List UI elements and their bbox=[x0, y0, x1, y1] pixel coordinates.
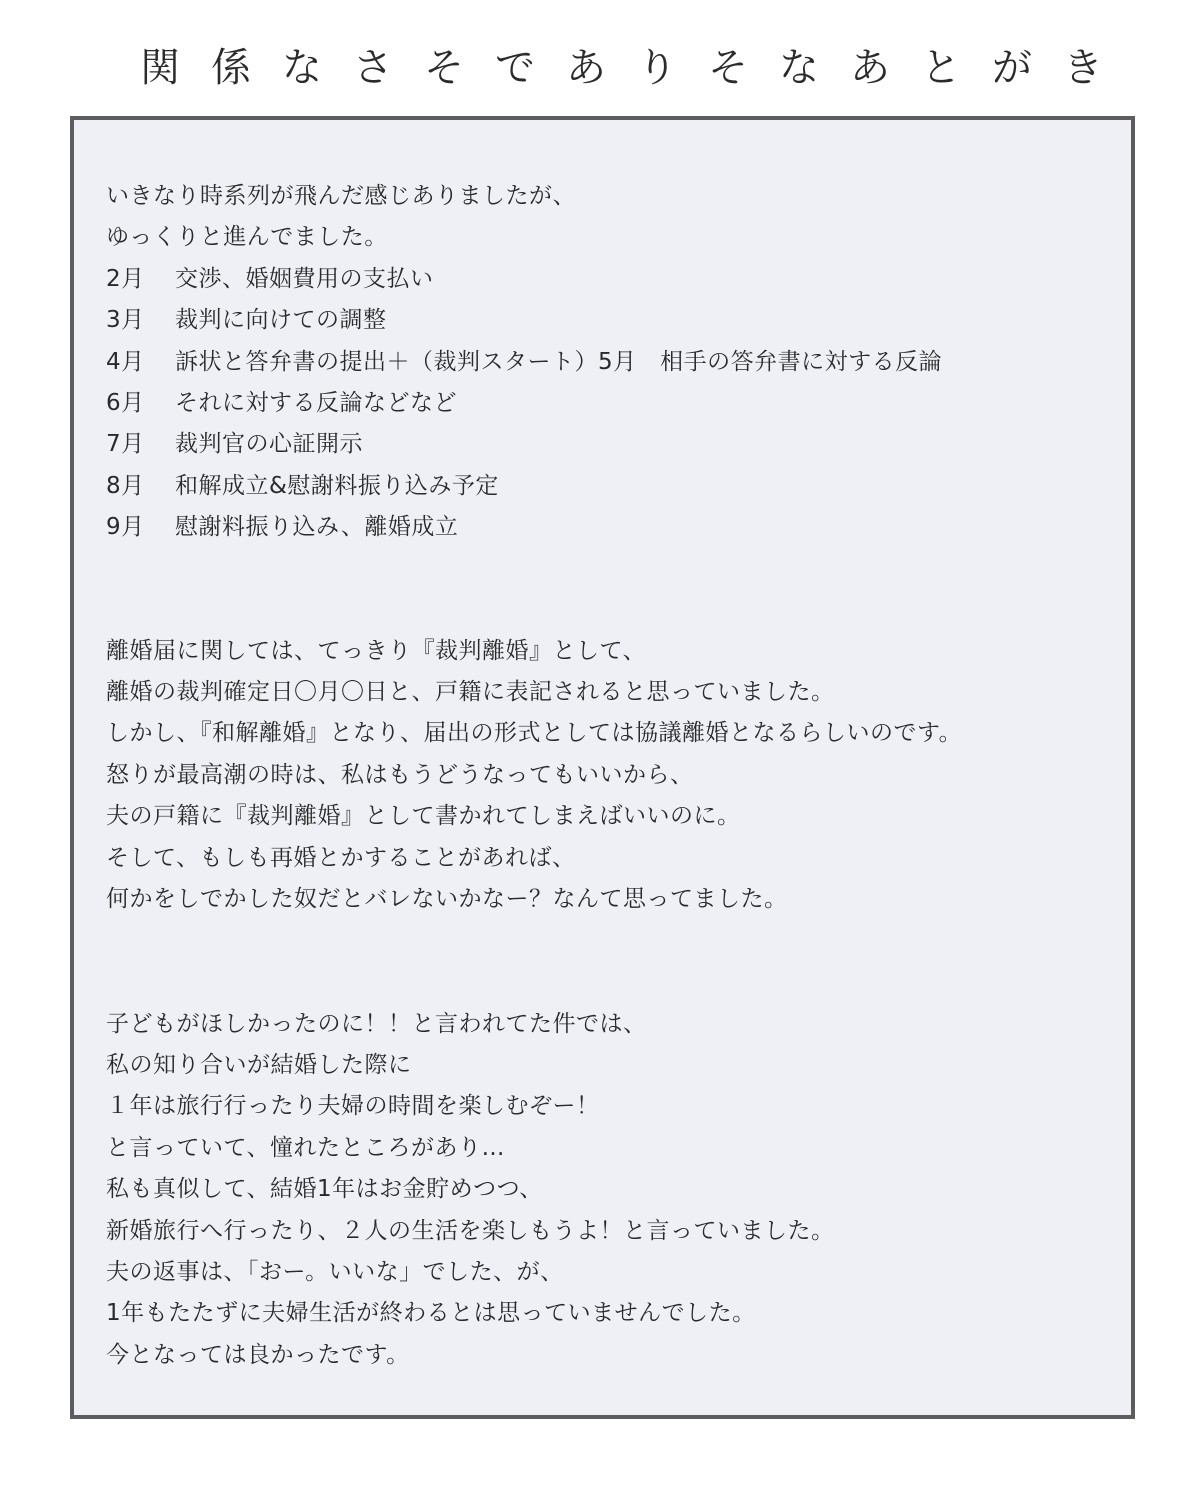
timeline-row bbox=[106, 259, 1111, 300]
timeline-month: 9月 bbox=[106, 514, 145, 541]
timeline-row bbox=[106, 466, 1111, 507]
timeline-row bbox=[106, 300, 1111, 341]
children-paragraph bbox=[106, 1004, 1111, 1377]
paragraph-line: 怒りが最高潮の時は、私はもうどうなってもいいから、 bbox=[106, 761, 694, 788]
page-title: 関係なさそでありそなあとがき bbox=[140, 45, 1134, 91]
timeline-section bbox=[106, 176, 1111, 549]
timeline-row bbox=[106, 424, 1111, 465]
timeline-event: 和解成立&慰謝料振り込み予定 bbox=[175, 472, 499, 499]
intro-line: いきなり時系列が飛んだ感じありましたが、 bbox=[106, 183, 576, 209]
paragraph-line: と言っていて、憧れたところがあり… bbox=[106, 1134, 506, 1161]
paragraph-line: 今となっては良かったです。 bbox=[106, 1341, 410, 1368]
paragraph-line: 子どもがほしかったのに！！と言われてた件では、 bbox=[106, 1010, 647, 1037]
registry-paragraph bbox=[106, 631, 1111, 921]
timeline-month: 4月 bbox=[106, 348, 145, 375]
paragraph-line: 私の知り合いが結婚した際に bbox=[106, 1051, 412, 1078]
paragraph-line: 夫の戸籍に『裁判離婚』として書かれてしまえばいいのに。 bbox=[106, 803, 741, 830]
timeline-event: 裁判に向けての調整 bbox=[175, 307, 387, 334]
paragraph-line: そして、もしも再婚とかすることがあれば、 bbox=[106, 844, 576, 871]
paragraph-line: 新婚旅行へ行ったり、２人の生活を楽しもうよ！と言っていました。 bbox=[106, 1217, 835, 1244]
paragraph-line: 私も真似して、結婚1年はお金貯めつつ、 bbox=[106, 1176, 543, 1203]
paragraph-line: しかし、『和解離婚』となり、届出の形式としては協議離婚となるらしいのです。 bbox=[106, 720, 963, 747]
note-body bbox=[106, 176, 1111, 1376]
timeline-event: 訴状と答弁書の提出＋（裁判スタート）5月 相手の答弁書に対する反論 bbox=[175, 348, 943, 375]
paragraph-line: 夫の返事は、「おー。いいな」でした、が、 bbox=[106, 1258, 564, 1285]
timeline-event: 裁判官の心証開示 bbox=[175, 431, 363, 458]
paragraph-line: 離婚届に関しては、てっきり『裁判離婚』として、 bbox=[106, 637, 647, 664]
timeline-month: 2月 bbox=[106, 265, 145, 292]
timeline-row bbox=[106, 507, 1111, 548]
timeline-event: 慰謝料振り込み、離婚成立 bbox=[175, 514, 459, 541]
timeline-month: 6月 bbox=[106, 390, 145, 417]
intro-line: ゆっくりと進んでました。 bbox=[106, 224, 388, 251]
timeline-month: 3月 bbox=[106, 307, 145, 334]
timeline-month: 8月 bbox=[106, 472, 145, 499]
timeline-event: 交渉、婚姻費用の支払い bbox=[175, 265, 434, 292]
paragraph-line: 離婚の裁判確定日〇月〇日と、戸籍に表記されると思っていました。 bbox=[106, 679, 835, 706]
paragraph-line: 何かをしでかした奴だとバレないかなー？なんて思ってました。 bbox=[106, 886, 788, 913]
paragraph-line: 1年もたたずに夫婦生活が終わるとは思っていませんでした。 bbox=[106, 1300, 756, 1327]
timeline-row bbox=[106, 383, 1111, 424]
paragraph-line: １年は旅行行ったり夫婦の時間を楽しむぞー！ bbox=[106, 1093, 600, 1120]
timeline-month: 7月 bbox=[106, 431, 145, 458]
note-box bbox=[70, 116, 1135, 1419]
timeline-row bbox=[106, 342, 1111, 383]
timeline-event: それに対する反論などなど bbox=[175, 390, 457, 417]
